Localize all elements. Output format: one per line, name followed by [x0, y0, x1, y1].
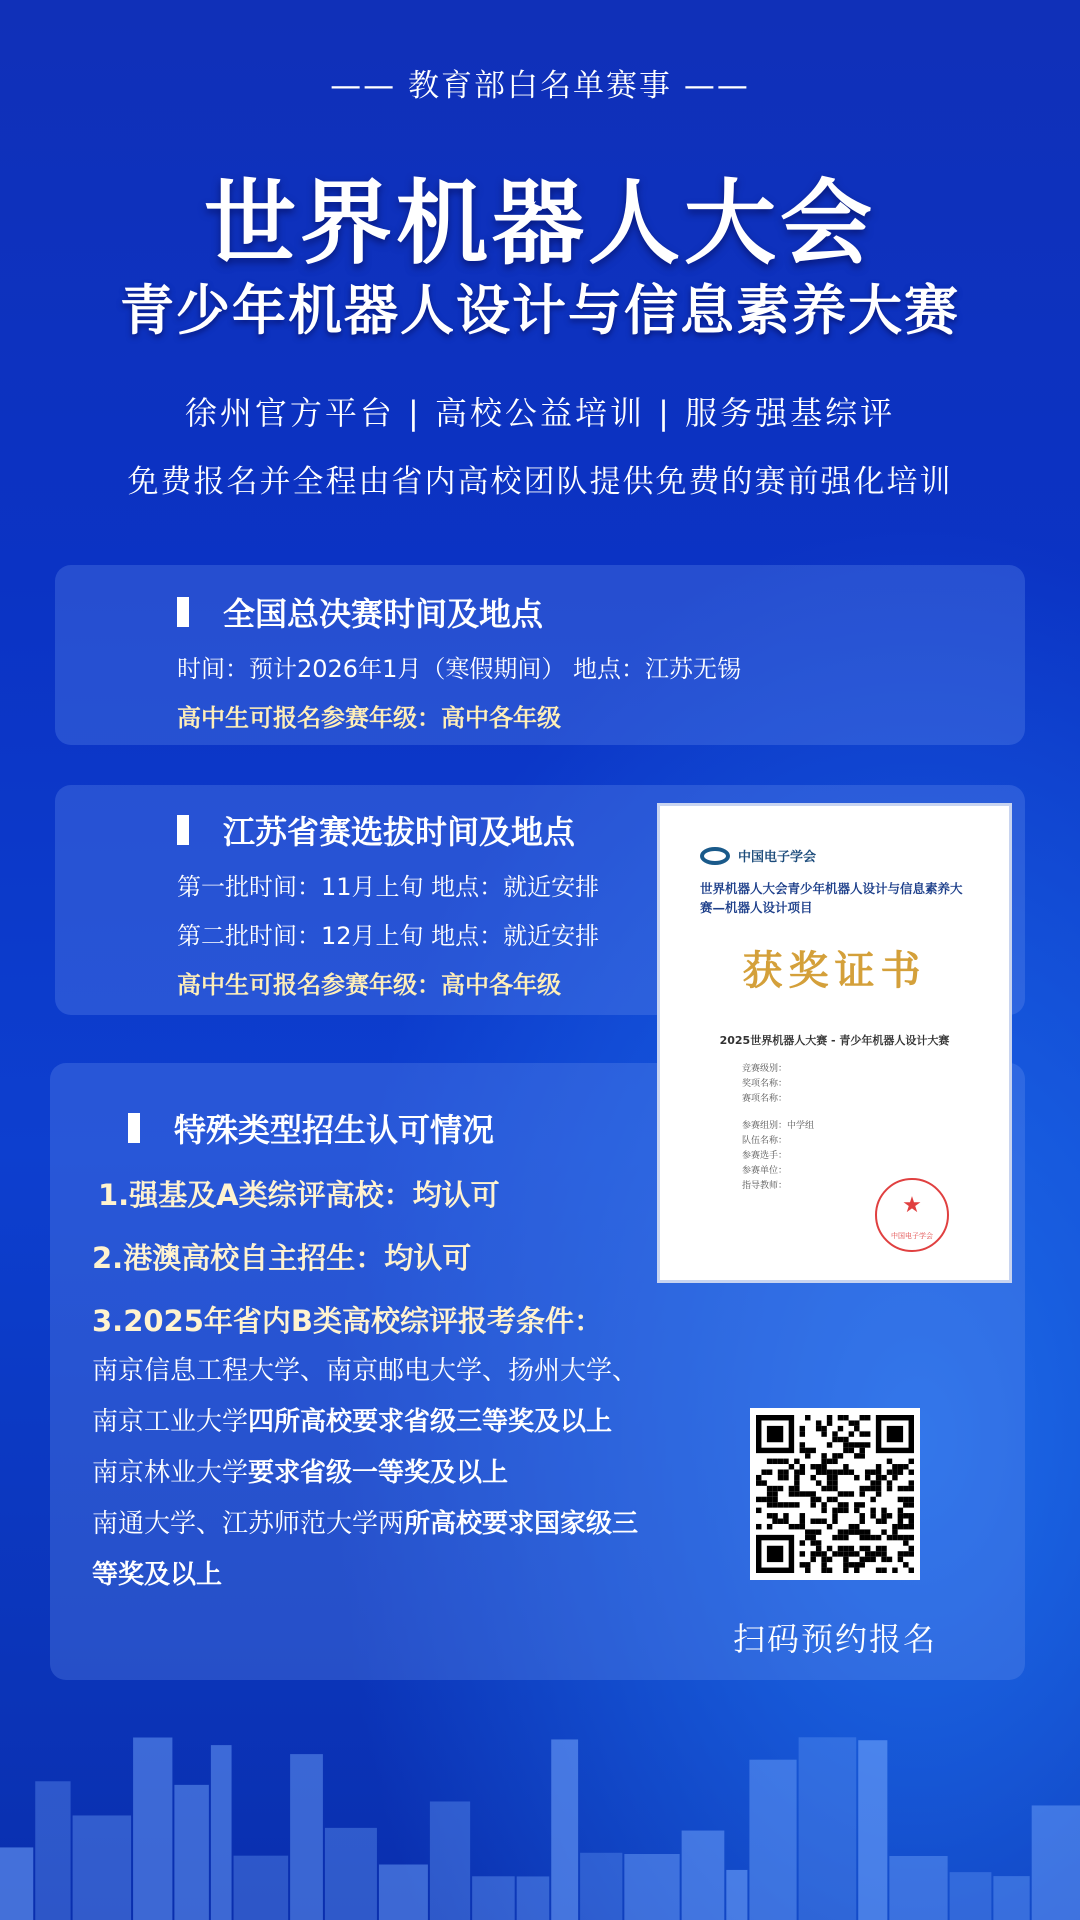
requirement-3: 南通大学、江苏师范大学两所高校要求国家级三等奖及以上 — [92, 1509, 639, 1590]
card-heading: 特殊类型招生认可情况 — [174, 1111, 495, 1149]
cert-field: 参赛单位： — [742, 1166, 788, 1176]
final-grade: 高中生可报名参赛年级：高中各年级 — [177, 704, 561, 732]
registration-qr-code[interactable] — [750, 1408, 920, 1580]
batch1: 第一批时间：11月上旬 地点：就近安排 — [177, 873, 600, 901]
free-training-note: 免费报名并全程由省内高校团队提供免费的赛前强化培训 — [127, 464, 953, 500]
cert-field: 奖项名称： — [742, 1079, 788, 1089]
cert-field: 指导教师： — [742, 1181, 788, 1191]
bullet-bar — [177, 815, 189, 845]
bullet-bar — [128, 1113, 140, 1143]
cert-field: 赛项名称： — [742, 1094, 788, 1104]
org-logo-icon — [700, 847, 730, 865]
cert-field: 参赛组别：中学组 — [742, 1121, 815, 1131]
cert-event: 2025世界机器人大赛 - 青少年机器人设计大赛 — [719, 1034, 950, 1047]
cert-field: 竞赛级别： — [742, 1064, 788, 1074]
requirement-2: 南京林业大学要求省级一等奖及以上 — [92, 1458, 509, 1488]
page-title: 世界机器人大会 — [203, 170, 876, 277]
final-info-card — [55, 565, 1025, 745]
provincial-grade: 高中生可报名参赛年级：高中各年级 — [177, 971, 561, 999]
card-heading: 全国总决赛时间及地点 — [223, 595, 544, 633]
page-subtitle: 青少年机器人设计与信息素养大赛 — [120, 279, 960, 342]
batch2: 第二批时间：12月上旬 地点：就近安排 — [177, 922, 600, 950]
qr-label: 扫码预约报名 — [732, 1620, 937, 1658]
admission-item-2: 2.港澳高校自主招生：均认可 — [92, 1241, 472, 1275]
admission-item-3: 3.2025年省内B类高校综评报考条件： — [92, 1304, 604, 1338]
award-certificate-image: 中国电子学会 世界机器人大会青少年机器人设计与信息素养大赛—机器人设计项目 获奖证书 2025世界机器人大赛 - 青少年机器人设计大赛 竞赛级别： 奖项名称： 赛项名称： 参赛组别：中学组 队伍名称： 参赛选手： 参赛单位： 指导教师： ★ 中国电子学会 — [657, 803, 1012, 1283]
card-heading: 江苏省赛选拔时间及地点 — [223, 813, 576, 851]
cert-field: 参赛选手： — [742, 1151, 788, 1161]
admission-item-1: 1.强基及A类综评高校：均认可 — [98, 1178, 500, 1212]
cert-title: 获奖证书 — [742, 948, 927, 994]
final-time-location: 时间：预计2026年1月（寒假期间） 地点：江苏无锡 — [177, 655, 741, 683]
requirement-1: 南京信息工程大学、南京邮电大学、扬州大学、南京工业大学四所高校要求省级三等奖及以上 — [92, 1356, 639, 1437]
whitelist-tag: —— 教育部白名单赛事 —— — [330, 68, 750, 104]
city-skyline — [0, 1700, 1080, 1920]
red-seal: ★ 中国电子学会 — [875, 1178, 949, 1252]
bullet-bar — [177, 597, 189, 627]
slogan: 徐州官方平台 | 高校公益培训 | 服务强基综评 — [184, 394, 896, 432]
cert-project: 世界机器人大会青少年机器人设计与信息素养大赛—机器人设计项目 — [700, 881, 963, 915]
qr-code-icon — [756, 1414, 914, 1574]
cert-field: 队伍名称： — [742, 1136, 788, 1146]
